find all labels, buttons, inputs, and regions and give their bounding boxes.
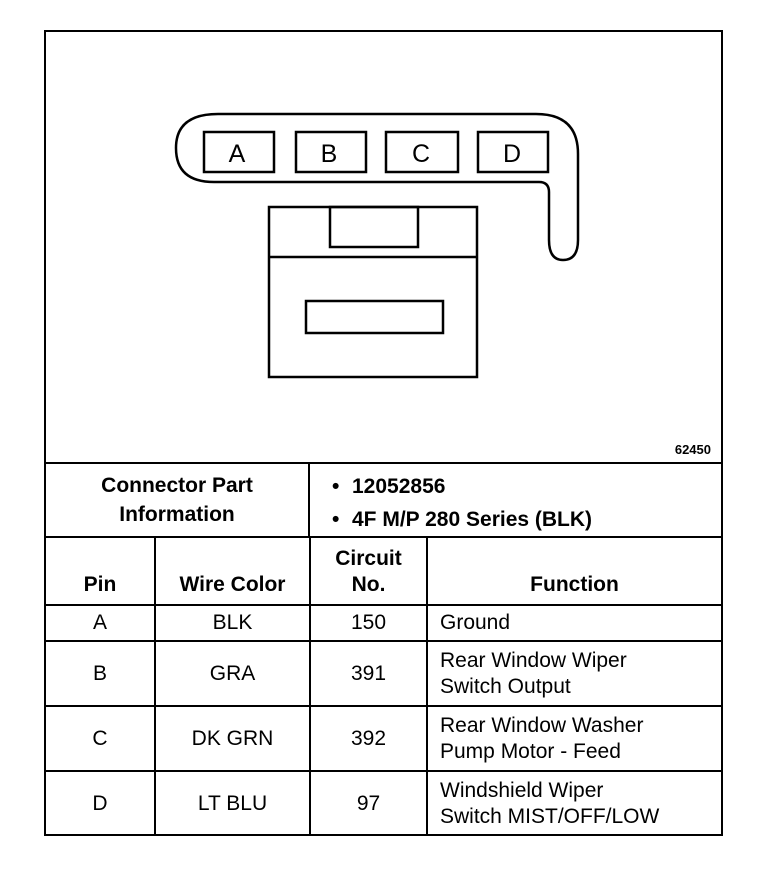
wire-color-cell: LT BLU bbox=[155, 771, 310, 836]
header-function: Function bbox=[427, 538, 721, 605]
connector-housing-outline bbox=[176, 114, 578, 260]
connector-part-info bbox=[46, 464, 721, 538]
wire-color-cell: DK GRN bbox=[155, 706, 310, 771]
connector-body bbox=[269, 207, 477, 377]
circuit-cell: 97 bbox=[310, 771, 427, 836]
wire-color-cell: GRA bbox=[155, 641, 310, 706]
bullet: • bbox=[332, 475, 340, 498]
circuit-cell: 391 bbox=[310, 641, 427, 706]
connector-diagram-frame bbox=[44, 30, 723, 836]
pin-cell: D bbox=[46, 771, 155, 836]
pin-table-header bbox=[46, 538, 721, 605]
pin-cell: A bbox=[46, 605, 155, 641]
bullet: • bbox=[332, 508, 340, 531]
header-wire-color: Wire Color bbox=[155, 538, 310, 605]
connector-latch bbox=[330, 207, 418, 247]
pin-table bbox=[46, 538, 721, 836]
part-number: 12052856 bbox=[352, 475, 446, 498]
table-row bbox=[46, 771, 721, 836]
connector-slot bbox=[306, 301, 443, 333]
part-series-item bbox=[332, 503, 721, 536]
pin-cell: C bbox=[46, 706, 155, 771]
connector-figure bbox=[46, 32, 721, 464]
part-series: 4F M/P 280 Series (BLK) bbox=[352, 508, 593, 531]
pin-cell: B bbox=[46, 641, 155, 706]
wire-color-cell: BLK bbox=[155, 605, 310, 641]
pin-label-a: A bbox=[228, 140, 246, 168]
circuit-cell: 392 bbox=[310, 706, 427, 771]
function-cell: Rear Window Washer Pump Motor - Feed bbox=[427, 706, 721, 771]
function-cell: Windshield Wiper Switch MIST/OFF/LOW bbox=[427, 771, 721, 836]
table-row bbox=[46, 641, 721, 706]
table-row bbox=[46, 706, 721, 771]
connector-part-info-label: Connector Part Information bbox=[46, 464, 310, 536]
function-cell: Ground bbox=[427, 605, 721, 641]
part-number-item bbox=[332, 470, 721, 503]
figure-number: 62450 bbox=[674, 442, 711, 457]
pin-label-c: C bbox=[411, 140, 431, 168]
circuit-cell: 150 bbox=[310, 605, 427, 641]
header-pin: Pin bbox=[46, 538, 155, 605]
connector-part-info-values bbox=[310, 464, 721, 536]
pin-label-b: B bbox=[320, 140, 338, 168]
connector-drawing bbox=[46, 32, 722, 462]
pin-label-d: D bbox=[502, 140, 522, 168]
header-circuit: Circuit No. bbox=[310, 538, 427, 605]
table-row bbox=[46, 605, 721, 641]
function-cell: Rear Window Wiper Switch Output bbox=[427, 641, 721, 706]
